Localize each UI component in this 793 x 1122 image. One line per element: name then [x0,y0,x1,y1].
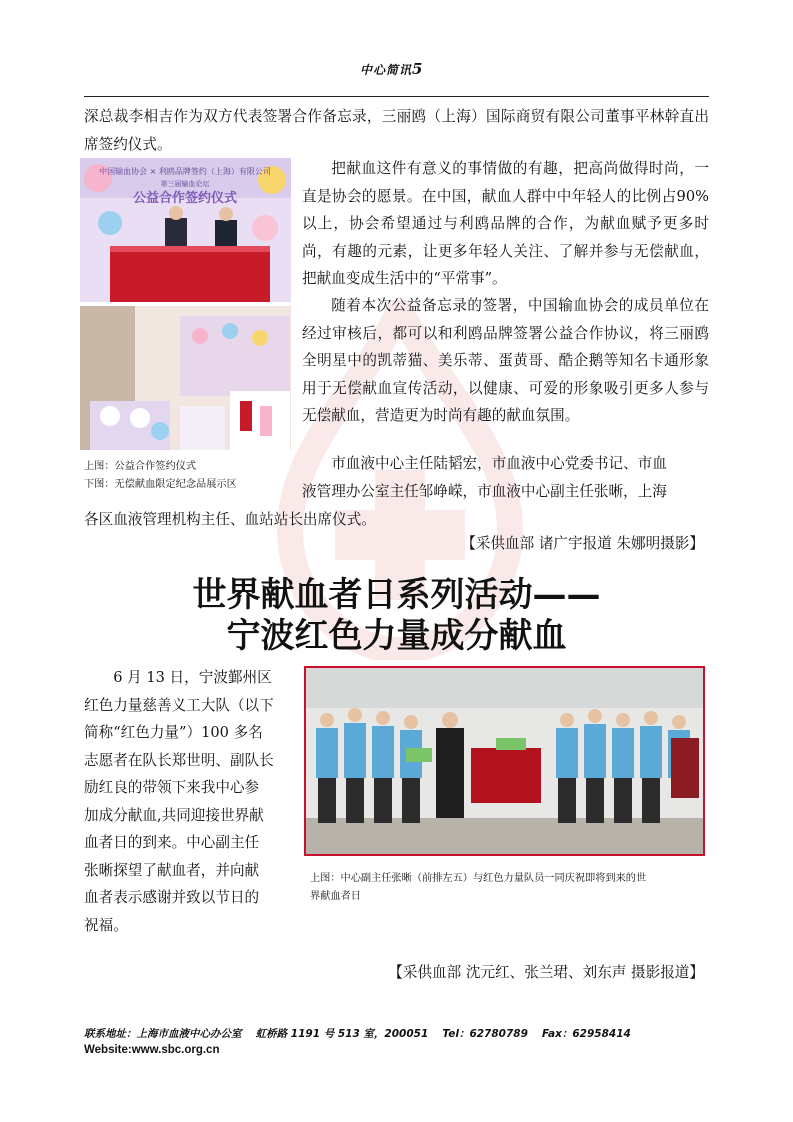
photo1-title-text: 公益合作签约仪式 [132,191,238,206]
article1-paragraph-3-line1: 市血液中心主任陆韬宏，市血液中心党委书记、市血 [331,455,667,472]
article1-paragraph-2: 随着本次公益备忘录的签署，中国输血协会的成员单位在经过审核后，都可以和利鸥品牌签署公益合作协议，将三丽鸥全明星中的凯蒂猫、美乐蒂、蛋黄哥、酷企鹅等知名卡通形象用于无偿献血宣传活动，以健康、可爱的形象吸引更多人参与无偿献血，营造更为时尚有趣的献血氛围。 [302,297,709,424]
photo1-banner-text: 中国输血协会 × 利鸥品牌签约（上海）有限公司 [99,167,271,176]
article2-line: 祝福。 [84,916,128,934]
signing-ceremony-photo [80,158,291,302]
article1-paragraph-3-line3: 各区血液管理机构主任、血站站长出席仪式。 [84,511,376,528]
caption-upper: 上图：公益合作签约仪式 [84,461,197,472]
article1-byline: 【采供血部 诸广宇报道 朱娜明摄影】 [461,535,704,552]
article2-line: 红色力量慈善义工大队（以下 [84,696,274,714]
article2-line: 励红良的带领下来我中心参 [84,779,260,796]
article2-line: 6 月 13 日，宁波鄞州区 [113,669,272,686]
article2-title-line2: 宁波红色力量成分献血 [226,616,567,656]
footer-website[interactable]: Website:www.sbc.org.cn [84,1044,220,1056]
article2-caption [310,870,710,906]
header-label: 中心简讯 [360,63,413,77]
caption-lower: 下图：无偿献血限定纪念品展示区 [84,479,237,490]
souvenir-display-photo [80,306,291,450]
article2-line: 志愿者在队长郑世明、副队长 [84,751,274,769]
article1-paragraph-1: 把献血这件有意义的事情做的有趣，把高尚做得时尚，一直是协会的愿景。在中国，献血人群中中年轻人的比例占90%以上，协会希望通过与利鸥品牌的合作，为献血赋予更多时尚，有趣的元素，让更多年轻人关注、了解并参与无偿献血，把献血变成生活中的“平常事”。 [302,160,709,287]
article2-caption-line2: 界献血者日 [310,891,361,902]
article1-paragraph-3-line2: 液管理办公室主任邹峥嵘，市血液中心副主任张晰，上海 [302,483,667,500]
photo-captions [84,458,294,494]
newsletter-header [360,60,440,78]
article2-line: 加成分献血,共同迎接世界献 [84,806,264,824]
article2-line: 张晰探望了献血者，并向献 [84,861,260,879]
header-rule [84,96,709,97]
article2-body [84,664,296,939]
article2-line: 血者表示感谢并致以节日的 [84,889,260,906]
volunteer-group-photo [304,666,705,856]
article2-title-line1: 世界献血者日系列活动—— [192,575,601,615]
article2-line: 简称“红色力量”）100 多名 [84,724,263,741]
footer-address: 联系地址：上海市血液中心办公室 虹桥路 1191 号 513 室，200051 Tel：62780789 Fax：62958414 [84,1028,631,1040]
article2-byline: 【采供血部 沈元红、张兰珺、刘东声 摄影报道】 [388,964,704,981]
article2-line: 血者日的到来。中心副主任 [84,834,260,851]
article1-intro: 深总裁李相吉作为双方代表签署合作备忘录，三丽鸥（上海）国际商贸有限公司董事平林幹直出席签约仪式。 [84,108,709,153]
page-number: 5 [412,60,424,78]
article2-caption-line1: 上图：中心副主任张晰（前排左五）与红色力量队员一同庆祝即将到来的世 [310,873,647,884]
photo1-sub-text: 第三届输血论坛 [160,180,210,188]
